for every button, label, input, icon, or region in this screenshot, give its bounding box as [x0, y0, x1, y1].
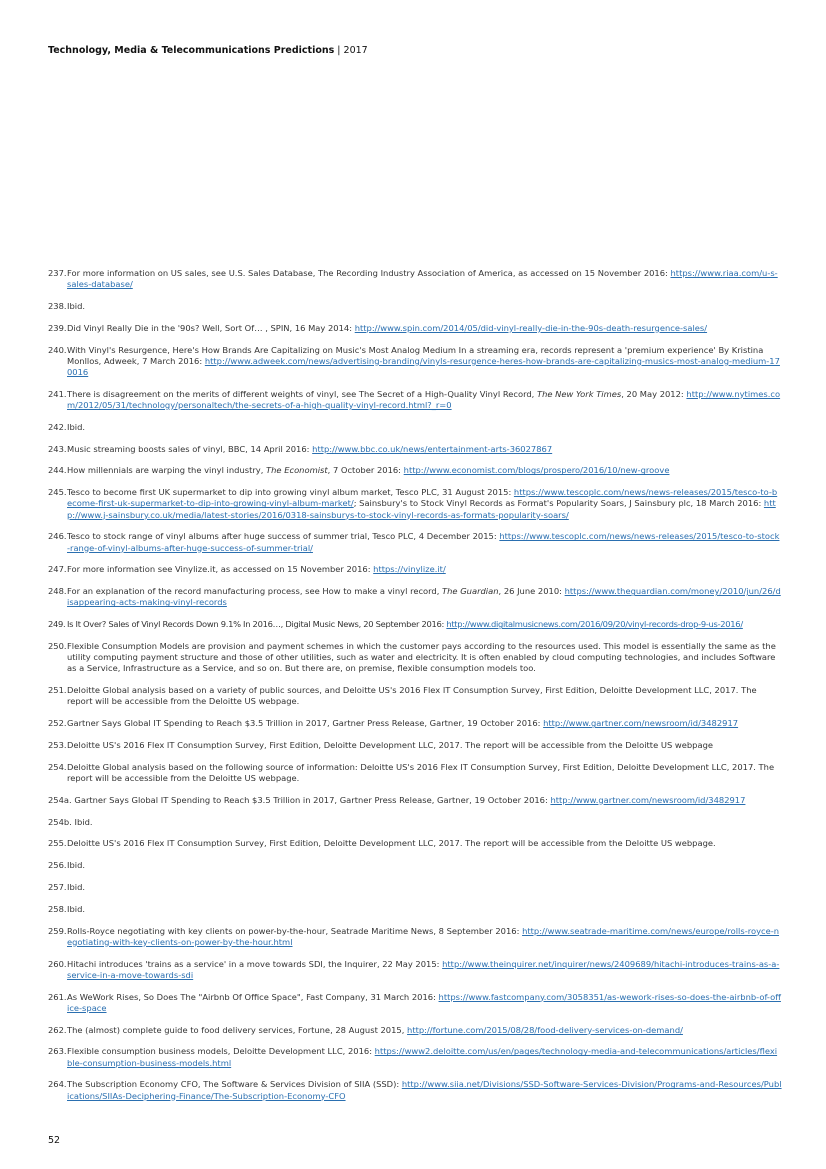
endnote-number: 264.	[48, 1079, 67, 1090]
endnote-link[interactable]: http://www.gartner.com/newsroom/id/3482917	[550, 794, 746, 805]
endnote-number: 263.	[48, 1046, 67, 1057]
endnote-number: 260.	[48, 958, 67, 969]
endnote	[48, 1079, 782, 1101]
endnote	[48, 1046, 782, 1068]
endnote	[48, 795, 782, 806]
endnote	[48, 904, 782, 915]
endnote-link[interactable]: https://www.fastcompany.com/3058351/as-wework-rises-so-does-the-airbnb-of-office-space	[67, 991, 781, 1013]
endnote-text: ; Sainsbury's to Stock Vinyl Records as Format's Popularity Soars, J Sainsbury plc, 18 March 2016:	[353, 498, 764, 509]
endnote-text: There is disagreement on the merits of different weights of vinyl, see The Secret of a High-Quality Vinyl Record,	[67, 388, 537, 399]
endnote	[48, 817, 782, 828]
endnote	[48, 268, 782, 290]
endnote-number: 243.	[48, 443, 67, 454]
endnote-number: 262.	[48, 1024, 67, 1035]
endnote-text: Gartner Says Global IT Spending to Reach $3.5 Trillion in 2017, Gartner Press Release, Gartner, 19 October 2016:	[74, 794, 551, 805]
endnote	[48, 992, 782, 1014]
endnote-number: 239.	[48, 322, 67, 333]
endnote-number: 255.	[48, 838, 67, 849]
endnote-link[interactable]: http://www.spin.com/2014/05/did-vinyl-really-die-in-the-90s-death-resurgence-sales/	[354, 322, 708, 333]
endnote-link[interactable]: http://www.adweek.com/news/advertising-branding/vinyls-resurgence-heres-how-brands-are-capitalizing-musics-most-analog-medium-170016	[67, 355, 780, 377]
endnote-text: Deloitte Global analysis based on the following source of information: Deloitte US's 2016 Flex IT Consumption Survey, First Edition, Deloitte Development LLC, 2017. The report will be accessible from the Deloitte US webpage.	[67, 761, 775, 783]
page-number: 52	[48, 1135, 61, 1146]
endnote-text: How millennials are warping the vinyl industry,	[67, 465, 267, 476]
endnote-link[interactable]: http://www.bbc.co.uk/news/entertainment-arts-36027867	[312, 443, 553, 454]
endnote-text: Ibid.	[67, 421, 86, 432]
endnote-text: Tesco to become first UK supermarket to dip into growing vinyl album market, Tesco PLC, 31 August 2015:	[67, 487, 514, 498]
endnote	[48, 444, 782, 455]
endnote-number: 254b.	[48, 816, 72, 827]
endnote	[48, 762, 782, 784]
endnote	[48, 882, 782, 893]
endnote-number: 253.	[48, 739, 67, 750]
endnote	[48, 926, 782, 948]
header-year: 2017	[343, 45, 368, 56]
endnote	[48, 465, 782, 476]
endnote-number: 252.	[48, 718, 67, 729]
endnote	[48, 860, 782, 871]
endnote-number: 237.	[48, 268, 67, 278]
endnote	[48, 718, 782, 729]
endnote-text: Tesco to stock range of vinyl albums after huge success of summer trial, Tesco PLC, 4 December 2015:	[67, 531, 500, 542]
endnote-link[interactable]: http://www.theinquirer.net/inquirer/news/2409689/hitachi-introduces-trains-as-a-service-in-a-move-towards-sdi	[67, 958, 780, 980]
endnote	[48, 959, 782, 981]
endnote-link[interactable]: http://www.nytimes.com/2012/05/31/technology/personaltech/the-secrets-of-a-high-quality-vinyl-record.html?_r=0	[67, 388, 781, 410]
endnote-number: 247.	[48, 564, 67, 575]
endnote-number: 261.	[48, 991, 67, 1002]
endnote	[48, 531, 782, 553]
endnote-text: Music streaming boosts sales of vinyl, BBC, 14 April 2016:	[67, 443, 313, 454]
endnote	[48, 422, 782, 433]
endnote-link[interactable]: https://vinylize.it/	[373, 564, 446, 575]
endnote	[48, 389, 782, 411]
endnote	[48, 619, 782, 630]
endnote-number: 249.	[48, 619, 66, 630]
endnote-publication: The Economist	[266, 465, 328, 476]
endnote-link[interactable]: https://www.theguardian.com/money/2010/jun/26/disappearing-acts-making-vinyl-records	[67, 586, 781, 608]
endnote-text: Rolls-Royce negotiating with key clients on power-by-the-hour, Seatrade Maritime News, 8 September 2016:	[67, 925, 523, 936]
endnote-number: 258.	[48, 903, 67, 914]
endnote-text: For an explanation of the record manufacturing process, see How to make a vinyl record,	[67, 586, 443, 597]
endnote-number: 259.	[48, 925, 67, 936]
endnote	[48, 838, 782, 849]
endnote-link[interactable]: http://www.economist.com/blogs/prospero/2016/10/new-groove	[403, 465, 670, 476]
endnote-number: 238.	[48, 301, 67, 311]
endnote-number: 242.	[48, 421, 67, 432]
endnote-link[interactable]: http://www.digitalmusicnews.com/2016/09/20/vinyl-records-drop-9-us-2016/	[446, 619, 743, 630]
endnote-text: Flexible Consumption Models are provision and payment schemes in which the customer pays according to the resources used. This model is essentially the same as the utility computing payment structure and those of other utilities, such as water and electricity. It is often enabled by cloud computing technologies, and includes Software as a Service, Infrastructure as a Service, and so on. But there are, on premise, flexible consumption models too.	[67, 640, 776, 674]
endnote-text: , 7 October 2016:	[327, 465, 404, 476]
endnote-number: 254a.	[48, 794, 72, 805]
endnote-link[interactable]: https://www2.deloitte.com/us/en/pages/technology-media-and-telecommunications/articles/flexible-consumption-business-models.html	[67, 1046, 778, 1068]
endnote-link[interactable]: http://www.seatrade-maritime.com/news/europe/rolls-royce-negotiating-with-key-clients-on-power-by-the-hour.html	[67, 925, 780, 947]
endnote-number: 256.	[48, 860, 67, 871]
endnote	[48, 586, 782, 608]
endnote	[48, 323, 782, 334]
endnote-text: Flexible consumption business models, Deloitte Development LLC, 2016:	[67, 1046, 375, 1057]
endnote-text: Is It Over? Sales of Vinyl Records Down 9.1% In 2016…, Digital Music News, 20 September 2016:	[67, 619, 447, 630]
endnote-link[interactable]: https://www.tescoplc.com/news/news-releases/2015/tesco-to-stock-range-of-vinyl-albums-after-huge-success-of-summer-trial/	[67, 531, 780, 553]
endnote-text: Deloitte Global analysis based on a variety of public sources, and Deloitte US's 2016 Flex IT Consumption Survey, First Edition, Deloitte Development LLC, 2017. The report will be accessible from the Deloitte US webpage.	[67, 685, 757, 707]
endnote-text: Deloitte US's 2016 Flex IT Consumption Survey, First Edition, Deloitte Development LLC, 2017. The report will be accessible from the Deloitte US webpage.	[67, 838, 716, 849]
endnote-text: Deloitte US's 2016 Flex IT Consumption Survey, First Edition, Deloitte Development LLC, 2017. The report will be accessible from the Deloitte US webpage	[67, 739, 714, 750]
endnote-number: 251.	[48, 685, 67, 696]
endnote-text: Ibid.	[74, 816, 93, 827]
endnotes-list	[48, 268, 782, 1112]
endnote-number: 240.	[48, 344, 67, 355]
endnote	[48, 685, 782, 707]
endnote	[48, 564, 782, 575]
endnote	[48, 345, 782, 379]
endnote-link[interactable]: http://www.siia.net/Divisions/SSD-Software-Services-Division/Programs-and-Resources/Publications/SIIAs-Deciphering-Finance/The-Subscription-Economy-CFO	[67, 1079, 782, 1101]
endnote-publication: The Guardian	[442, 586, 499, 597]
endnote-number: 241.	[48, 388, 67, 399]
endnote-link[interactable]: http://www.gartner.com/newsroom/id/3482917	[543, 718, 739, 729]
endnote-link[interactable]: https://www.riaa.com/u-s-sales-database/	[67, 268, 778, 290]
endnote-text: Ibid.	[67, 881, 86, 892]
endnote-link[interactable]: http://www.j-sainsbury.co.uk/media/latest-stories/2016/0318-sainsburys-to-stock-vinyl-records-as-formats-popularity-soars/	[67, 498, 776, 520]
endnote-text: With Vinyl's Resurgence, Here's How Brands Are Capitalizing on Music's Most Analog Medium In a streaming era, records represent a 'premium experience' By Kristina Monllos, Adweek, 7 March 2016:	[67, 344, 764, 366]
endnote-number: 257.	[48, 881, 67, 892]
endnote-text: For more information on US sales, see U.S. Sales Database, The Recording Industry Association of America, as accessed on 15 November 2016:	[67, 268, 671, 278]
running-header	[48, 45, 368, 56]
endnote-text: The Subscription Economy CFO, The Software & Services Division of SIIA (SSD):	[67, 1079, 402, 1090]
endnote-text: As WeWork Rises, So Does The "Airbnb Of Office Space", Fast Company, 31 March 2016:	[67, 991, 439, 1002]
endnote-text: Did Vinyl Really Die in the '90s? Well, Sort Of… , SPIN, 16 May 2014:	[67, 322, 355, 333]
endnote	[48, 487, 782, 521]
endnote-number: 254.	[48, 761, 67, 772]
endnote-publication: The New York Times	[536, 388, 622, 399]
endnote-link[interactable]: http://fortune.com/2015/08/28/food-delivery-services-on-demand/	[407, 1024, 683, 1035]
endnote-number: 246.	[48, 531, 67, 542]
endnote-number: 245.	[48, 487, 67, 498]
endnote-text: For more information see Vinylize.it, as accessed on 15 November 2016:	[67, 564, 374, 575]
endnote-text: , 20 May 2012:	[621, 388, 687, 399]
endnote-text: Gartner Says Global IT Spending to Reach $3.5 Trillion in 2017, Gartner Press Release, Gartner, 19 October 2016:	[67, 718, 544, 729]
endnote-number: 244.	[48, 465, 67, 476]
endnote-text: Hitachi introduces 'trains as a service' in a move towards SDI, the Inquirer, 22 May 2015:	[67, 958, 443, 969]
endnote-text: Ibid.	[67, 860, 86, 871]
endnote	[48, 1025, 782, 1036]
endnote-text: The (almost) complete guide to food delivery services, Fortune, 28 August 2015,	[67, 1024, 408, 1035]
header-separator: |	[334, 45, 344, 56]
header-title: Technology, Media & Telecommunications Predictions	[48, 45, 335, 56]
endnote-text: Ibid.	[67, 301, 86, 311]
endnote	[48, 740, 782, 751]
endnote	[48, 301, 782, 312]
endnote-number: 248.	[48, 586, 67, 597]
endnote-number: 250.	[48, 640, 67, 651]
endnote	[48, 641, 782, 675]
endnote-text: Ibid.	[67, 903, 86, 914]
endnote-text: , 26 June 2010:	[498, 586, 565, 597]
endnote-link[interactable]: https://www.tescoplc.com/news/news-releases/2015/tesco-to-become-first-uk-supermarket-to-dip-into-growing-vinyl-album-market/	[67, 487, 778, 509]
